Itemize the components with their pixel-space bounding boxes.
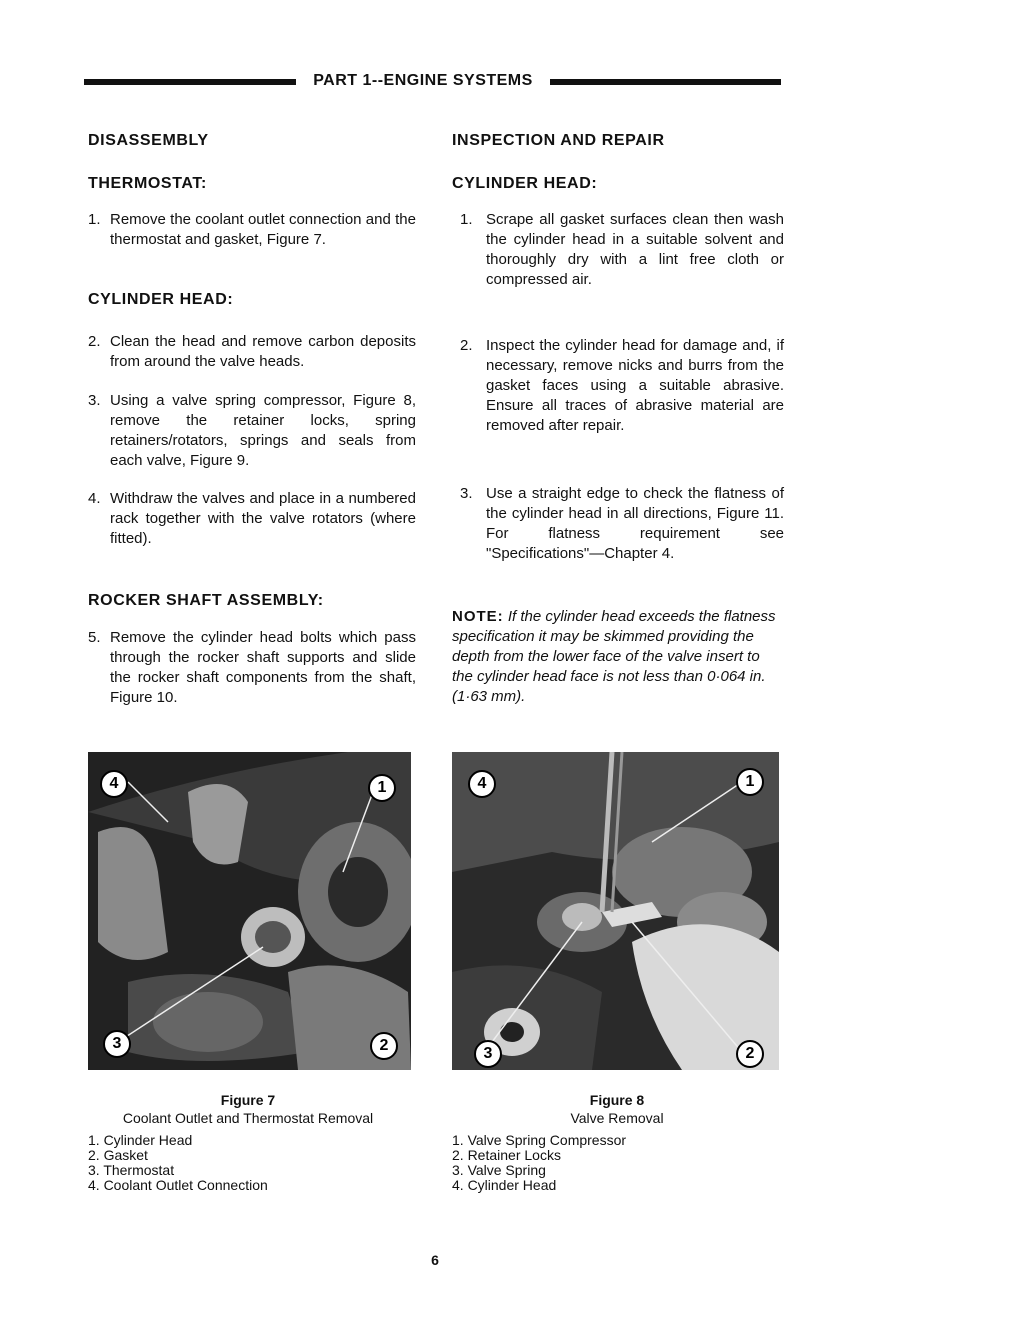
figure-7-illustration — [88, 752, 411, 1070]
disassembly-heading: DISASSEMBLY — [88, 132, 209, 149]
left-cylinder-head-heading: CYLINDER HEAD: — [88, 291, 234, 308]
inspection-step-1: 1. Scrape all gasket surfaces clean then wash the cylinder head in a suitable solvent and thoroughly dry with a lint free cloth or compressed air. — [460, 211, 784, 288]
disassembly-step-5: 5. Remove the cylinder head bolts which pass through the rocker shaft supports and slide the rocker shaft components from the shaft, Figure 10. — [88, 629, 416, 706]
header-rule-left — [84, 79, 304, 85]
figure-8-callout-3: 3 — [474, 1040, 502, 1068]
flatness-note — [452, 607, 784, 707]
header-rule-right — [545, 79, 781, 85]
figure-8-subtitle: Valve Removal — [570, 1110, 664, 1126]
figure-7-callout-1: 1 — [368, 774, 396, 802]
right-cylinder-head-heading: CYLINDER HEAD: — [452, 175, 598, 192]
figure-7-callout-3: 3 — [103, 1030, 131, 1058]
figure-8-illustration — [452, 752, 779, 1070]
figure-7-photo — [88, 752, 411, 1070]
figure-7-legend — [88, 1133, 268, 1193]
list-item: 2. Gasket — [88, 1147, 148, 1163]
figure-7-title: Figure 7 — [220, 1092, 276, 1108]
page-number: 6 — [431, 1252, 439, 1268]
disassembly-step-3: 3. Using a valve spring compressor, Figure 8, remove the retainer locks, spring retainers/rotators, springs and seals from each valve, Figure 9. — [88, 392, 416, 469]
list-item: 4. Coolant Outlet Connection — [88, 1177, 268, 1193]
list-item: 3. Thermostat — [88, 1162, 175, 1178]
figure-7-callout-4: 4 — [100, 770, 128, 798]
figure-8-title: Figure 8 — [589, 1092, 645, 1108]
inspection-step-3: 3. Use a straight edge to check the flatness of the cylinder head in all directions, Figure 11. For flatness requirement see "Specifications"—Chapter 4. — [460, 485, 784, 562]
inspection-repair-heading: INSPECTION AND REPAIR — [452, 132, 665, 149]
list-item: 1. Valve Spring Compressor — [452, 1132, 627, 1148]
rocker-shaft-heading: ROCKER SHAFT ASSEMBLY: — [88, 592, 324, 609]
figure-7-callout-2: 2 — [370, 1032, 398, 1060]
list-item: 1. Cylinder Head — [88, 1132, 193, 1148]
figure-7-subtitle: Coolant Outlet and Thermostat Removal — [122, 1110, 374, 1126]
list-item: 4. Cylinder Head — [452, 1177, 557, 1193]
page-header-title: PART 1--ENGINE SYSTEMS — [296, 70, 550, 92]
list-item: 2. Retainer Locks — [452, 1147, 561, 1163]
disassembly-step-4: 4. Withdraw the valves and place in a numbered rack together with the valve rotators (where fitted). — [88, 490, 416, 547]
inspection-step-2: 2. Inspect the cylinder head for damage and, if necessary, remove nicks and burrs from the gasket faces using a suitable abrasive. Ensure all traces of abrasive material are removed after repair. — [460, 337, 784, 434]
disassembly-step-1: 1. Remove the coolant outlet connection and the thermostat and gasket, Figure 7. — [88, 211, 416, 248]
figure-8-callout-1: 1 — [736, 768, 764, 796]
thermostat-heading: THERMOSTAT: — [88, 175, 207, 192]
figure-8-photo — [452, 752, 779, 1070]
list-item: 3. Valve Spring — [452, 1162, 546, 1178]
figure-8-legend — [452, 1133, 626, 1193]
figure-8-callout-4: 4 — [468, 770, 496, 798]
figure-8-callout-2: 2 — [736, 1040, 764, 1068]
disassembly-step-2: 2. Clean the head and remove carbon deposits from around the valve heads. — [88, 333, 416, 370]
note-label: NOTE: — [452, 608, 504, 625]
note-text: If the cylinder head exceeds the flatness specification it may be skimmed providing the depth from the lower face of the valve insert to the cylinder head face is not less than 0·064 in. (1·63 mm). — [452, 608, 776, 705]
